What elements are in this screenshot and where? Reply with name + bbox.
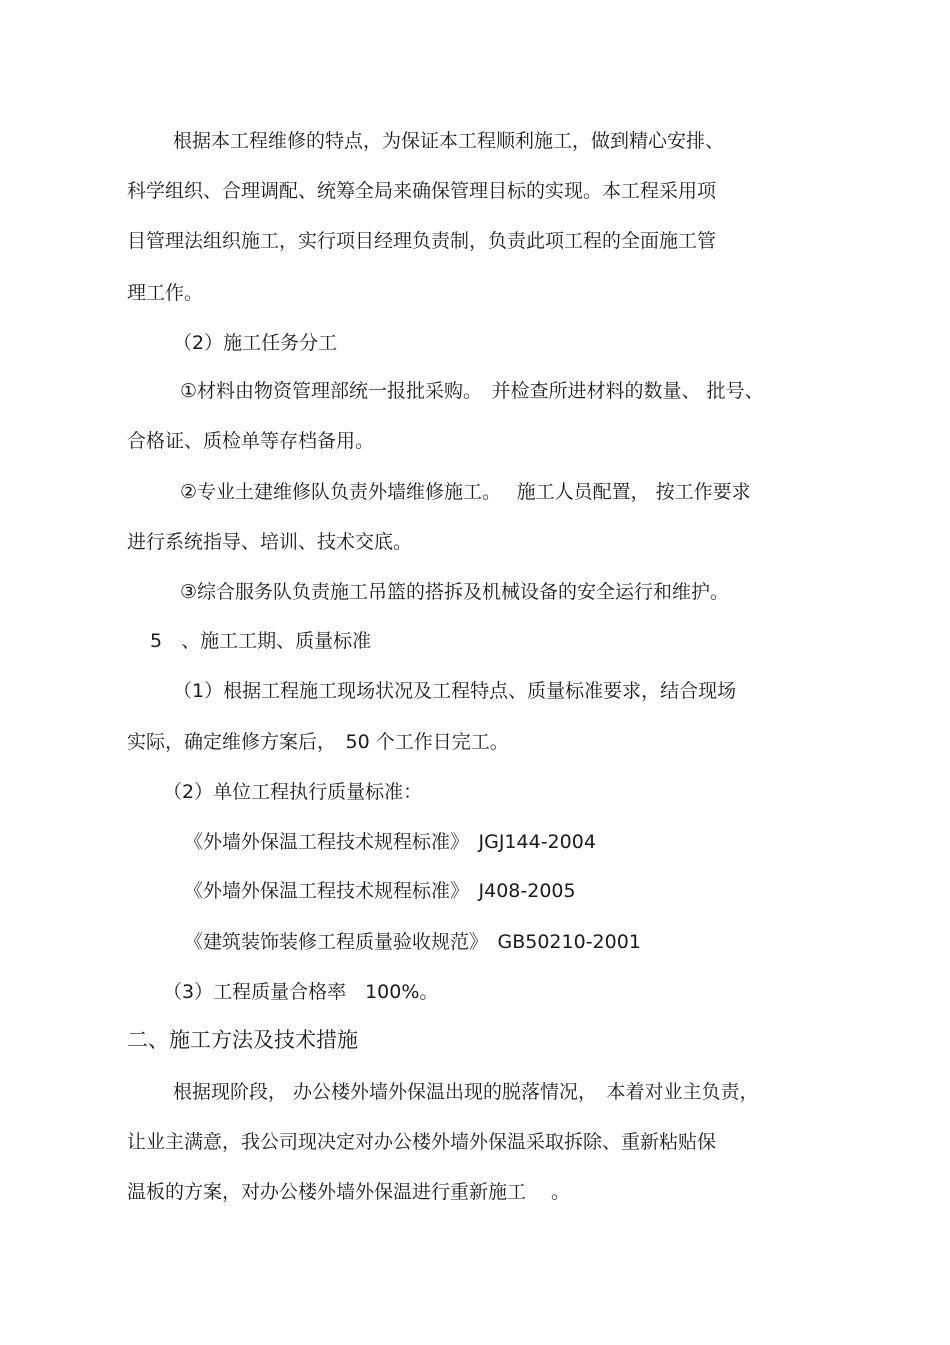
standard-item: 《建筑装饰装修工程质量验收规范》 GB50210-2001 [184,931,641,953]
paragraph-line: ①材料由物资管理部统一报批采购。 并检查所进材料的数量、 批号、 [180,380,764,402]
paragraph-line: 让业主满意，我公司现决定对办公楼外墙外保温采取拆除、重新粘贴保 [127,1131,717,1153]
paragraph-line: 科学组织、合理调配、统筹全局来确保管理目标的实现。本工程采用项 [127,180,717,202]
paragraph-line: 目管理法组织施工，实行项目经理负责制，负责此项工程的全面施工管 [127,230,717,252]
section-subtitle: （2）施工任务分工 [173,332,338,354]
paragraph-line: 进行系统指导、培训、技术交底。 [127,531,413,553]
paragraph-line: （1）根据工程施工现场状况及工程特点、质量标准要求，结合现场 [173,680,737,702]
standard-item: 《外墙外保温工程技术规程标准》 JGJ144-2004 [184,831,596,853]
section-subtitle: 5 、施工工期、质量标准 [150,630,372,652]
standard-item: 《外墙外保温工程技术规程标准》 J408-2005 [184,880,576,902]
paragraph-line: 实际，确定维修方案后， 50 个工作日完工。 [127,731,509,753]
section-heading: 二、施工方法及技术措施 [127,1028,358,1052]
paragraph-line: 根据现阶段， 办公楼外墙外保温出现的脱落情况， 本着对业主负责， [173,1081,759,1103]
paragraph-line: （2）单位工程执行质量标准： [163,781,423,803]
paragraph-line: ②专业土建维修队负责外墙维修施工。 施工人员配置， 按工作要求 [180,481,751,503]
paragraph-line: 根据本工程维修的特点，为保证本工程顺利施工，做到精心安排、 [173,130,725,152]
paragraph-line: ③综合服务队负责施工吊篮的搭拆及机械设备的安全运行和维护。 [180,581,730,603]
paragraph-line: （3）工程质量合格率 100%。 [163,981,439,1003]
paragraph-line: 理工作。 [127,282,204,304]
paragraph-line: 合格证、质检单等存档备用。 [127,430,375,452]
paragraph-line: 温板的方案，对办公楼外墙外保温进行重新施工 。 [127,1181,571,1203]
